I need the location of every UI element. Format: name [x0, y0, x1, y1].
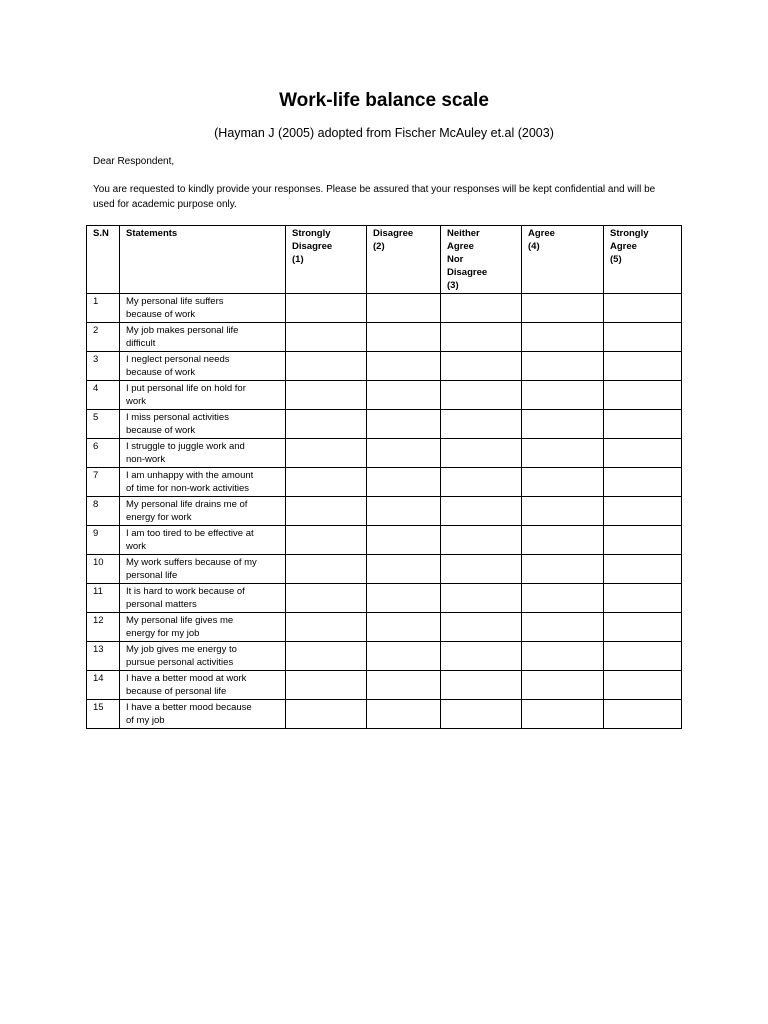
table-row	[87, 381, 682, 410]
response-cell-disagree[interactable]	[367, 497, 441, 526]
response-cell-neither[interactable]	[441, 468, 522, 497]
table-row	[87, 439, 682, 468]
response-cell-neither[interactable]	[441, 700, 522, 729]
header-strongly-disagree: Strongly Disagree (1)	[286, 226, 367, 294]
statement-line: because of personal life	[126, 686, 227, 697]
response-cell-disagree[interactable]	[367, 410, 441, 439]
table-row	[87, 700, 682, 729]
response-cell-neither[interactable]	[441, 294, 522, 323]
response-cell-strongly-disagree[interactable]	[286, 381, 367, 410]
statement-line: difficult	[126, 338, 156, 349]
salutation: Dear Respondent,	[93, 156, 175, 167]
intro-paragraph: You are requested to kindly provide your responses. Please be assured that your responses will be kept confidential and will be used for academic purpose only.	[93, 184, 656, 210]
statement-cell	[120, 555, 286, 584]
response-cell-strongly-agree[interactable]	[604, 410, 682, 439]
statement-line: work	[126, 396, 147, 407]
response-cell-neither[interactable]	[441, 323, 522, 352]
statement-cell	[120, 352, 286, 381]
row-number: 11	[87, 584, 120, 613]
statement-line: My personal life drains me of	[126, 499, 248, 510]
response-cell-agree[interactable]	[522, 352, 604, 381]
statement-line: I neglect personal needs	[126, 354, 230, 365]
statement-line: work	[126, 541, 147, 552]
response-cell-disagree[interactable]	[367, 613, 441, 642]
response-cell-strongly-disagree[interactable]	[286, 323, 367, 352]
response-cell-strongly-agree[interactable]	[604, 497, 682, 526]
response-cell-strongly-disagree[interactable]	[286, 613, 367, 642]
statement-line: energy for work	[126, 512, 192, 523]
table-row	[87, 526, 682, 555]
response-cell-strongly-agree[interactable]	[604, 555, 682, 584]
response-cell-strongly-disagree[interactable]	[286, 352, 367, 381]
response-cell-neither[interactable]	[441, 584, 522, 613]
statement-line: I am too tired to be effective at	[126, 528, 254, 539]
statement-line: I miss personal activities	[126, 412, 229, 423]
statement-cell	[120, 468, 286, 497]
statement-cell	[120, 613, 286, 642]
response-cell-strongly-disagree[interactable]	[286, 439, 367, 468]
statement-line: I have a better mood at work	[126, 673, 247, 684]
row-number: 1	[87, 294, 120, 323]
header-strongly-agree: Strongly Agree (5)	[604, 226, 682, 294]
header-neither: Neither Agree Nor Disagree (3)	[441, 226, 522, 294]
statement-line: It is hard to work because of	[126, 586, 245, 597]
response-cell-strongly-agree[interactable]	[604, 642, 682, 671]
response-cell-strongly-disagree[interactable]	[286, 671, 367, 700]
response-cell-agree[interactable]	[522, 410, 604, 439]
response-cell-neither[interactable]	[441, 526, 522, 555]
statement-line: My personal life gives me	[126, 615, 234, 626]
response-cell-disagree[interactable]	[367, 294, 441, 323]
row-number: 15	[87, 700, 120, 729]
response-cell-strongly-disagree[interactable]	[286, 410, 367, 439]
response-cell-neither[interactable]	[441, 439, 522, 468]
response-cell-strongly-agree[interactable]	[604, 381, 682, 410]
header-sn: S.N	[87, 226, 120, 294]
table-row	[87, 584, 682, 613]
response-cell-agree[interactable]	[522, 700, 604, 729]
header-row	[87, 226, 682, 294]
response-cell-disagree[interactable]	[367, 381, 441, 410]
statement-cell	[120, 497, 286, 526]
response-cell-disagree[interactable]	[367, 642, 441, 671]
response-cell-strongly-disagree[interactable]	[286, 555, 367, 584]
response-cell-strongly-agree[interactable]	[604, 613, 682, 642]
response-cell-strongly-disagree[interactable]	[286, 294, 367, 323]
table-row	[87, 468, 682, 497]
statement-cell	[120, 381, 286, 410]
response-cell-agree[interactable]	[522, 468, 604, 497]
response-cell-strongly-agree[interactable]	[604, 526, 682, 555]
statement-cell	[120, 584, 286, 613]
statement-line: because of work	[126, 367, 196, 378]
row-number: 3	[87, 352, 120, 381]
response-cell-neither[interactable]	[441, 352, 522, 381]
table-row	[87, 671, 682, 700]
statement-line: My personal life suffers	[126, 296, 224, 307]
statement-cell	[120, 526, 286, 555]
response-cell-agree[interactable]	[522, 584, 604, 613]
response-cell-strongly-agree[interactable]	[604, 352, 682, 381]
response-cell-disagree[interactable]	[367, 468, 441, 497]
table-row	[87, 352, 682, 381]
statement-line: I put personal life on hold for	[126, 383, 246, 394]
response-cell-agree[interactable]	[522, 439, 604, 468]
statement-line: I struggle to juggle work and	[126, 441, 245, 452]
response-cell-disagree[interactable]	[367, 584, 441, 613]
response-cell-agree[interactable]	[522, 671, 604, 700]
statement-line: My job makes personal life	[126, 325, 239, 336]
response-cell-neither[interactable]	[441, 410, 522, 439]
row-number: 5	[87, 410, 120, 439]
statement-line: energy for my job	[126, 628, 200, 639]
statement-line: pursue personal activities	[126, 657, 234, 668]
row-number: 9	[87, 526, 120, 555]
response-cell-strongly-disagree[interactable]	[286, 526, 367, 555]
row-number: 2	[87, 323, 120, 352]
response-cell-disagree[interactable]	[367, 671, 441, 700]
statement-line: My job gives me energy to	[126, 644, 237, 655]
response-cell-agree[interactable]	[522, 323, 604, 352]
statement-cell	[120, 410, 286, 439]
response-cell-disagree[interactable]	[367, 700, 441, 729]
row-number: 8	[87, 497, 120, 526]
response-cell-strongly-agree[interactable]	[604, 294, 682, 323]
header-statements: Statements	[120, 226, 286, 294]
response-cell-neither[interactable]	[441, 497, 522, 526]
response-cell-strongly-disagree[interactable]	[286, 468, 367, 497]
table-row	[87, 642, 682, 671]
response-cell-strongly-agree[interactable]	[604, 671, 682, 700]
response-cell-neither[interactable]	[441, 671, 522, 700]
page-title: Work-life balance scale	[279, 90, 489, 111]
response-cell-neither[interactable]	[441, 381, 522, 410]
response-cell-strongly-agree[interactable]	[604, 323, 682, 352]
table-row	[87, 323, 682, 352]
response-cell-disagree[interactable]	[367, 526, 441, 555]
response-cell-neither[interactable]	[441, 642, 522, 671]
statement-line: personal matters	[126, 599, 197, 610]
statement-line: of time for non-work activities	[126, 483, 250, 494]
response-table	[86, 225, 682, 729]
response-cell-neither[interactable]	[441, 555, 522, 584]
table-body	[87, 294, 682, 729]
table-row	[87, 555, 682, 584]
response-cell-disagree[interactable]	[367, 323, 441, 352]
response-cell-agree[interactable]	[522, 526, 604, 555]
table-row	[87, 613, 682, 642]
response-cell-agree[interactable]	[522, 642, 604, 671]
response-cell-neither[interactable]	[441, 613, 522, 642]
table-row	[87, 410, 682, 439]
header-agree: Agree (4)	[522, 226, 604, 294]
response-cell-strongly-disagree[interactable]	[286, 700, 367, 729]
statement-cell	[120, 642, 286, 671]
response-cell-disagree[interactable]	[367, 555, 441, 584]
response-cell-agree[interactable]	[522, 497, 604, 526]
row-number: 13	[87, 642, 120, 671]
statement-line: My work suffers because of my	[126, 557, 257, 568]
statement-line: personal life	[126, 570, 178, 581]
statement-cell	[120, 323, 286, 352]
response-cell-strongly-disagree[interactable]	[286, 584, 367, 613]
response-cell-strongly-agree[interactable]	[604, 439, 682, 468]
response-cell-agree[interactable]	[522, 294, 604, 323]
response-cell-disagree[interactable]	[367, 439, 441, 468]
response-cell-agree[interactable]	[522, 613, 604, 642]
statement-line: I am unhappy with the amount	[126, 470, 254, 481]
response-cell-agree[interactable]	[522, 381, 604, 410]
response-cell-strongly-disagree[interactable]	[286, 497, 367, 526]
row-number: 14	[87, 671, 120, 700]
row-number: 4	[87, 381, 120, 410]
row-number: 7	[87, 468, 120, 497]
statement-line: I have a better mood because	[126, 702, 252, 713]
response-cell-agree[interactable]	[522, 555, 604, 584]
statement-line: because of work	[126, 309, 196, 320]
row-number: 6	[87, 439, 120, 468]
row-number: 10	[87, 555, 120, 584]
statement-cell	[120, 294, 286, 323]
response-cell-disagree[interactable]	[367, 352, 441, 381]
header-disagree: Disagree (2)	[367, 226, 441, 294]
statement-line: of my job	[126, 715, 165, 726]
statement-cell	[120, 439, 286, 468]
statement-line: because of work	[126, 425, 196, 436]
statement-line: non-work	[126, 454, 166, 465]
response-cell-strongly-agree[interactable]	[604, 584, 682, 613]
table-row	[87, 497, 682, 526]
statement-cell	[120, 671, 286, 700]
response-cell-strongly-agree[interactable]	[604, 700, 682, 729]
row-number: 12	[87, 613, 120, 642]
page-subtitle: (Hayman J (2005) adopted from Fischer McAuley et.al (2003)	[214, 126, 554, 140]
response-cell-strongly-disagree[interactable]	[286, 642, 367, 671]
table-row	[87, 294, 682, 323]
statement-cell	[120, 700, 286, 729]
response-cell-strongly-agree[interactable]	[604, 468, 682, 497]
